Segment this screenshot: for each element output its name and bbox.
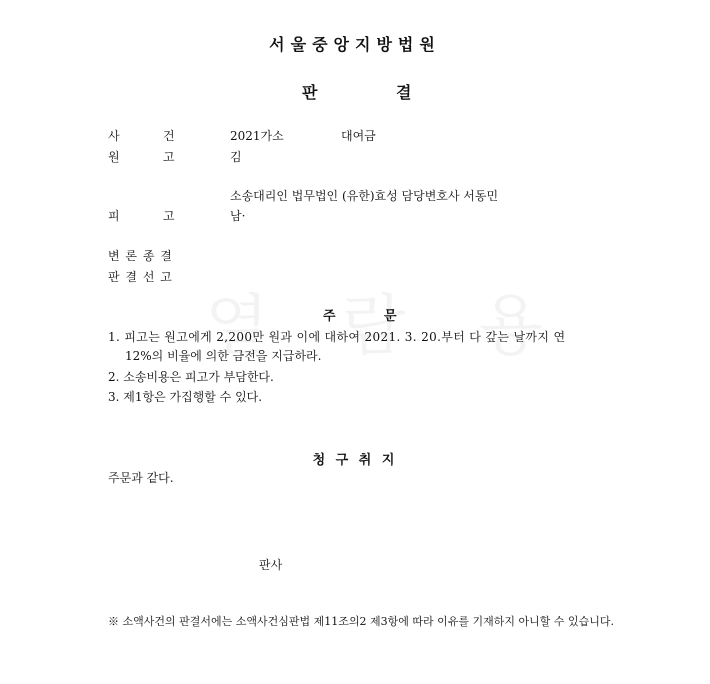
defendant-label-2: 고 [163,209,175,223]
case-label-2: 건 [163,129,175,143]
claim-text: 주문과 같다. [108,471,174,485]
document-title [0,80,710,104]
order-heading [0,305,710,325]
sentence-label: 판 결 선 고 [108,270,173,284]
defendant-name: 남· [230,209,246,223]
judge-label: 판사 [259,558,283,572]
footnote: ※ 소액사건의 판결서에는 소액사건심판법 제11조의2 제3항에 따라 이유를 기재하지 아니할 수 있습니다. [108,615,614,628]
claim-heading: 청 구 취 지 [312,453,398,468]
plaintiff-counsel: 소송대리인 법무법인 (유한)효성 담당변호사 서동민 [230,189,499,203]
plaintiff-label-2: 고 [163,150,175,164]
plaintiff-name: 김 [230,150,242,164]
order-item-2: 2. 소송비용은 피고가 부담한다. [108,370,274,384]
closing-label: 변 론 종 결 [108,249,173,263]
order-item-3: 3. 제1항은 가집행할 수 있다. [108,390,263,404]
order-item-1-line-1: 1. 피고는 원고에게 2,200만 원과 이에 대하여 2021. 3. 20.부터 다 갚는 날까지 연 [108,330,566,344]
order-heading-char-2: 문 [384,309,397,324]
court-name: 서울중앙지방법원 [269,35,441,54]
case-label-1: 사 [108,129,120,143]
plaintiff-label-1: 원 [108,150,120,164]
case-type: 대여금 [341,129,376,143]
case-number: 2021가소 [230,129,284,143]
order-heading-char-1: 주 [323,309,336,324]
title-char-1: 판 [302,83,318,102]
order-item-1-line-2: 12%의 비율에 의한 금전을 지급하라. [125,349,322,363]
title-char-2: 결 [396,83,412,102]
defendant-label-1: 피 [108,209,120,223]
